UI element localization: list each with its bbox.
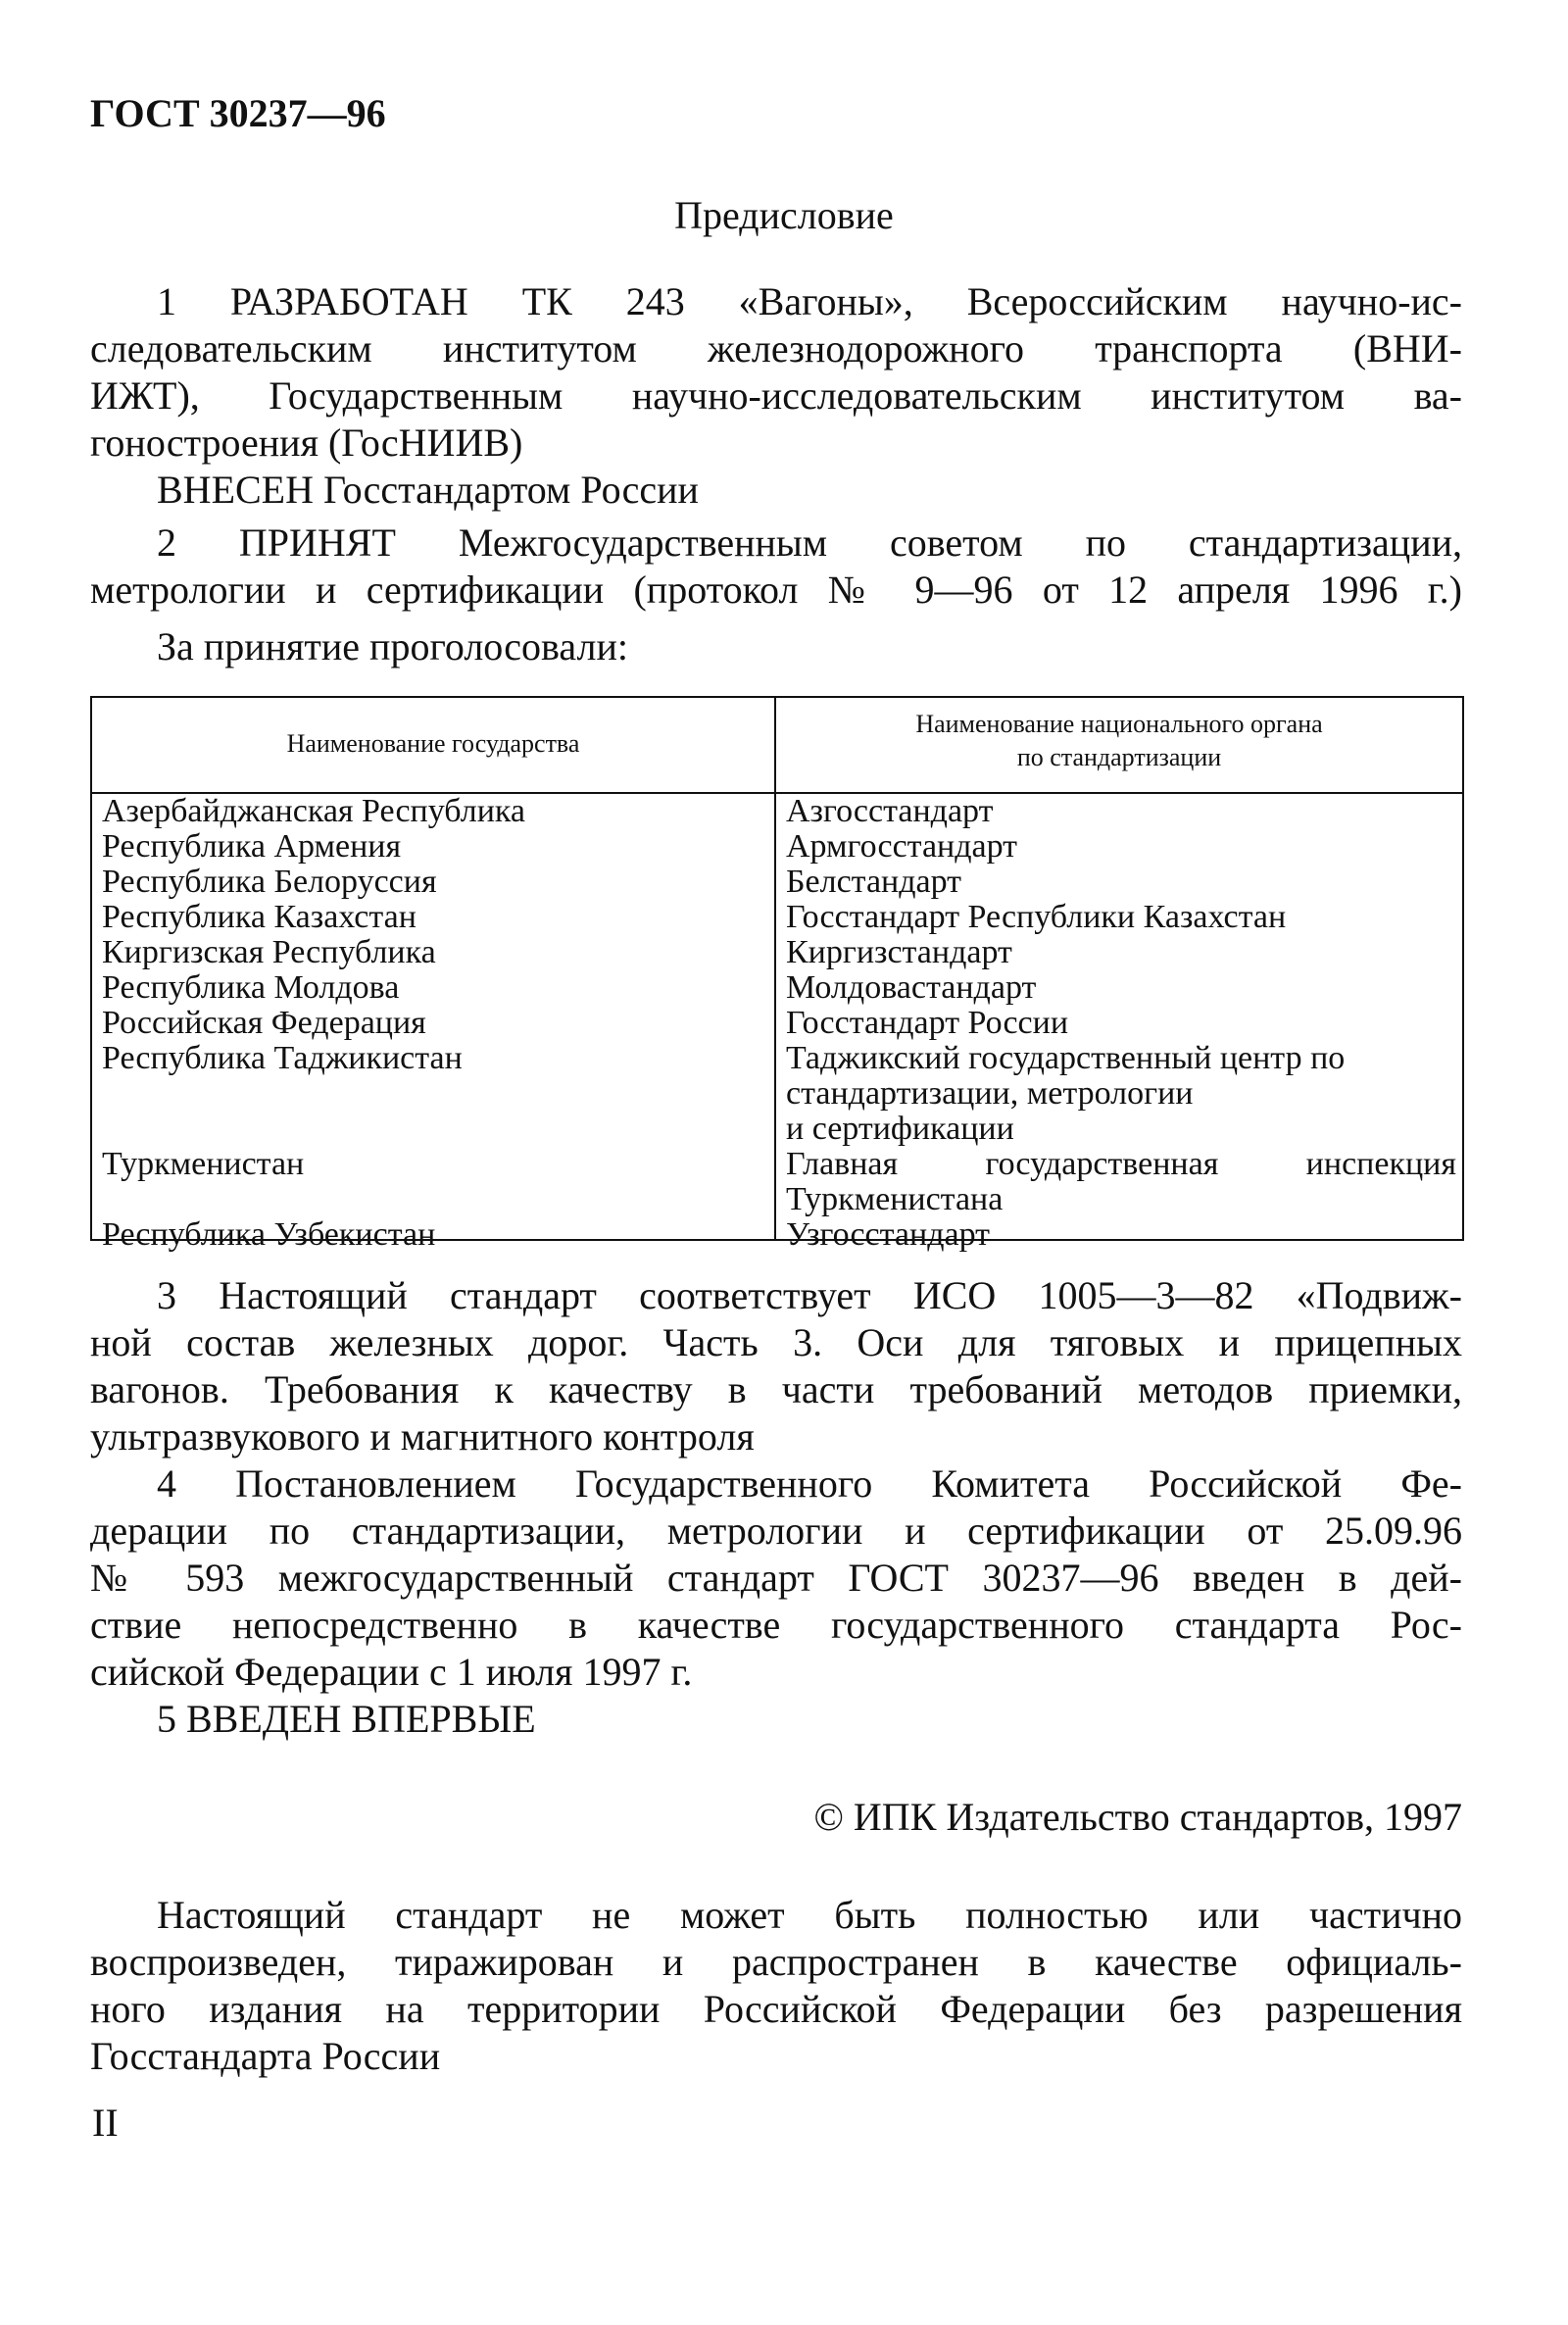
table-cell-body: Таджикский государственный центр по [786,1040,1346,1076]
table-cell-state: Российская Федерация [102,1005,426,1041]
paragraph-resolution [90,1460,1462,1696]
text-line: ИЖТ), Государственным научно-исследовательским институтом ва- [90,373,1462,418]
copyright-notice: © ИПК Издательство стандартов, 1997 [813,1795,1462,1839]
paragraph-introduced [90,467,1462,514]
table-cell-body: Азгосстандарт [786,793,994,829]
table-cell-body: Молдовастандарт [786,969,1037,1006]
table-cell-state: Азербайджанская Республика [102,793,526,829]
text-line: № 593 межгосударственный стандарт ГОСТ 30237—96 введен в дей- [90,1556,1462,1600]
table-cell-state: Республика Казахстан [102,899,416,935]
table-cell-body: Армгосстандарт [786,828,1018,865]
page-title: Предисловие [674,193,894,237]
table-cell-body: стандартизации, метрологии [786,1075,1194,1112]
text-line: ного издания на территории Российской Федерации без разрешения [90,1987,1462,2031]
table-cell-body: Белстандарт [786,864,962,900]
table-column-bodies [786,794,1456,1253]
reproduction-notice [90,1892,1462,2080]
text-line: дерации по стандартизации, метрологии и сертификации от 25.09.96 [90,1509,1462,1553]
table-header-body-line: Наименование национального органа [915,710,1323,738]
text-line: ультразвукового и магнитного контроля [90,1414,755,1459]
page-number: II [92,2101,119,2145]
text-line: ВНЕСЕН Госстандартом России [157,468,699,512]
table-column-divider [774,698,776,1239]
table-header-body [776,708,1462,774]
table-cell-body: и сертификации [786,1111,1014,1147]
text-line: 1 РАЗРАБОТАН ТК 243 «Вагоны», Всероссийским научно-ис- [157,279,1462,323]
text-line: воспроизведен, тиражирован и распространен в качестве официаль- [90,1940,1462,1984]
table-cell-body: Главная государственная инспекция [786,1146,1456,1182]
table-cell-state: Киргизская Республика [102,934,436,970]
text-line: вагонов. Требования к качеству в части требований методов приемки, [90,1367,1462,1411]
text-line: Настоящий стандарт не может быть полностью или частично [157,1893,1462,1937]
table-cell-body: Узгосстандарт [786,1216,991,1253]
table-column-states [102,794,768,1253]
voting-table [90,696,1464,1253]
text-line: метрологии и сертификации (протокол № 9—96 от 12 апреля 1996 г.) [90,568,1462,612]
text-line: ствие непосредственно в качестве государственного стандарта Рос- [90,1603,1462,1647]
text-line: 2 ПРИНЯТ Межгосударственным советом по стандартизации, [157,520,1462,565]
table-cell-body: Госстандарт Республики Казахстан [786,899,1287,935]
table-cell-body: Туркменистана [786,1181,1004,1217]
table-cell-state: Республика Армения [102,828,402,865]
paragraph-developed [90,278,1462,467]
text-line: 5 ВВЕДЕН ВПЕРВЫЕ [157,1697,536,1741]
paragraph-adopted [90,519,1462,614]
table-cell-state: Республика Белоруссия [102,864,437,900]
text-line: ной состав железных дорог. Часть 3. Оси для тяговых и прицепных [90,1320,1462,1364]
table-header-body-line: по стандартизации [1016,743,1222,771]
paragraph-first-introduced [90,1696,1462,1743]
text-line: сийской Федерации с 1 июля 1997 г. [90,1650,693,1694]
table-cell-state: Туркменистан [102,1146,305,1182]
text-line: гоностроения (ГосНИИВ) [90,420,523,465]
table-cell-state: Республика Таджикистан [102,1040,463,1076]
table-cell-state: Республика Молдова [102,969,400,1006]
text-line: 3 Настоящий стандарт соответствует ИСО 1005—3—82 «Подвиж- [157,1273,1462,1317]
text-line: За принятие проголосовали: [157,624,628,668]
text-line: 4 Постановлением Государственного Комитета Российской Фе- [157,1461,1462,1506]
table-header-state: Наименование государства [286,729,580,758]
text-line: следовательским институтом железнодорожного транспорта (ВНИ- [90,326,1462,371]
document-code: ГОСТ 30237—96 [90,91,386,135]
paragraph-correspondence [90,1272,1462,1460]
voted-label [90,623,1462,670]
table-cell-state: Республика Узбекистан [102,1216,436,1253]
table-cell-body: Госстандарт России [786,1005,1069,1041]
text-line: Госстандарта России [90,2034,441,2078]
table-cell-body: Киргизстандарт [786,934,1012,970]
